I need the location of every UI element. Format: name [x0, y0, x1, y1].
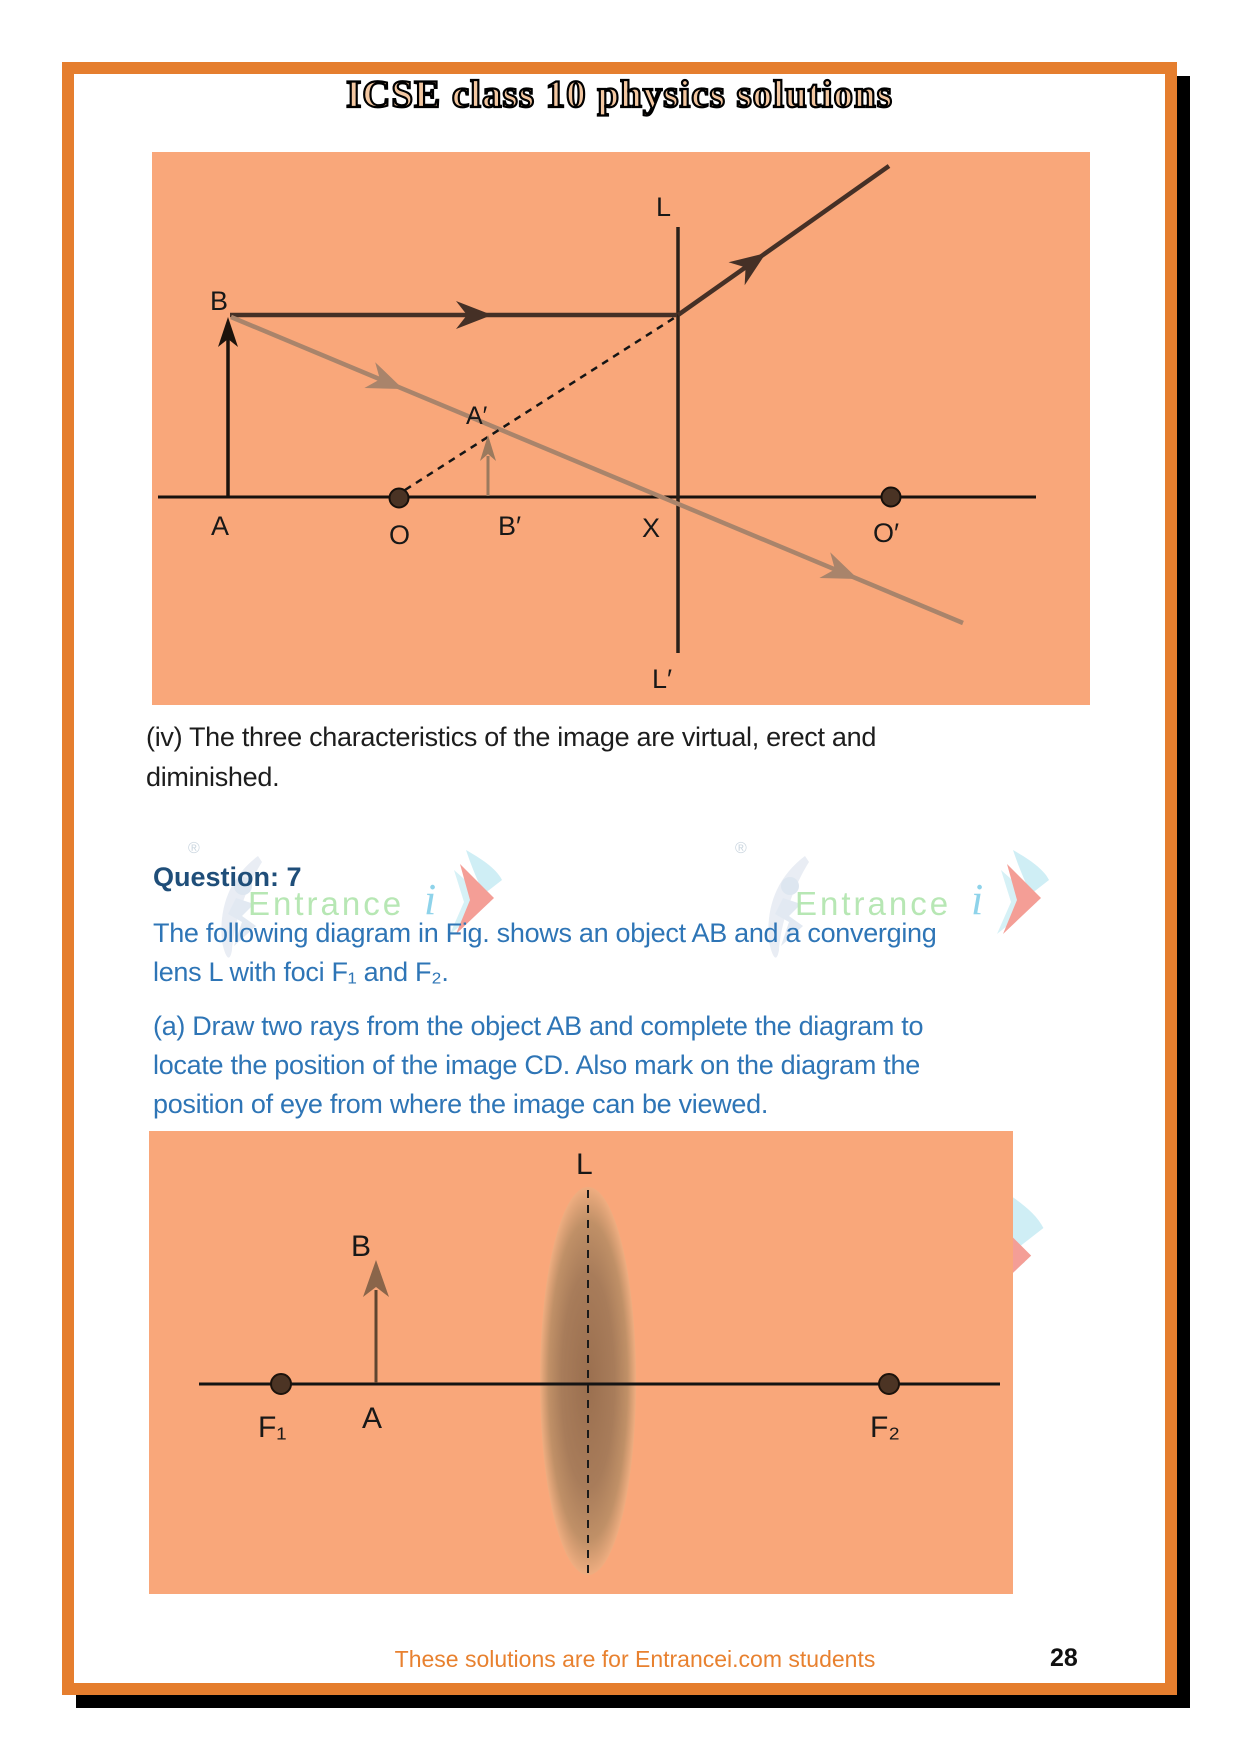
question-7-part-a-line2: locate the position of the image CD. Also mark on the diagram the	[153, 1050, 920, 1080]
label-lens-bottom: L′	[652, 664, 673, 694]
ray-diagram-concave-lens	[152, 152, 1090, 705]
page-shadow-right	[1177, 76, 1190, 1707]
watermark-i-text: i	[971, 875, 984, 924]
focus-point-F2	[879, 1374, 899, 1394]
converging-lens-diagram	[149, 1131, 1013, 1594]
answer-iv-line2: diminished.	[146, 762, 280, 792]
label-focus-left: F₁	[258, 1411, 287, 1444]
ray-arrowhead-icon	[364, 362, 408, 402]
entrancei-logo-swoosh-icon	[993, 850, 1051, 936]
registered-icon: ®	[735, 840, 747, 857]
answer-iv-text	[146, 717, 876, 797]
question-7-intro-line1: The following diagram in Fig. shows an object AB and a converging	[153, 918, 937, 948]
ray-arrowhead-icon	[819, 552, 863, 592]
registered-icon: ®	[188, 840, 200, 857]
page-number: 28	[1050, 1644, 1078, 1672]
ray-arrowhead-icon	[729, 242, 775, 286]
question-7-intro	[153, 914, 936, 992]
watermark-brand-text: Entrance	[248, 885, 405, 922]
focus-point-O	[390, 489, 409, 508]
question-7-part-a-line3: position of eye from where the image can be viewed.	[153, 1089, 769, 1119]
question-7-part-a-line1: (a) Draw two rays from the object AB and complete the diagram to	[153, 1011, 924, 1041]
label-optical-center: X	[642, 513, 661, 543]
page-shadow-bottom	[76, 1695, 1190, 1708]
label-object-top: B	[210, 286, 229, 316]
label-lens: L	[576, 1148, 593, 1181]
converging-lens-body	[540, 1187, 636, 1575]
label-focus-right: O′	[873, 518, 900, 548]
question-7-part-a	[153, 1007, 923, 1124]
label-lens-top: L	[656, 192, 672, 222]
footer-note: These solutions are for Entrancei.com students	[394, 1646, 876, 1672]
label-focus-left: O	[389, 520, 411, 550]
label-object-base: A	[211, 511, 230, 541]
question-7-intro-line2: lens L with foci F₁ and F₂.	[153, 957, 449, 987]
label-object-top: B	[351, 1230, 372, 1263]
label-image-top: A′	[466, 402, 488, 430]
watermark-i-text: i	[424, 875, 437, 924]
answer-iv-line1: (iv) The three characteristics of the image are virtual, erect and	[146, 722, 877, 752]
focus-point-F1	[271, 1374, 291, 1394]
question-7-heading: Question: 7	[153, 862, 302, 892]
watermark-brand-text: Entrance	[795, 885, 952, 922]
page-title: ICSE class 10 physics solutions	[346, 73, 893, 116]
label-focus-right: F₂	[870, 1411, 900, 1444]
virtual-ray-dashed	[405, 318, 674, 490]
focus-point-O-prime	[882, 488, 901, 507]
label-image-base: B′	[498, 511, 522, 541]
label-object-base: A	[362, 1402, 383, 1435]
refracted-ray	[678, 166, 889, 315]
